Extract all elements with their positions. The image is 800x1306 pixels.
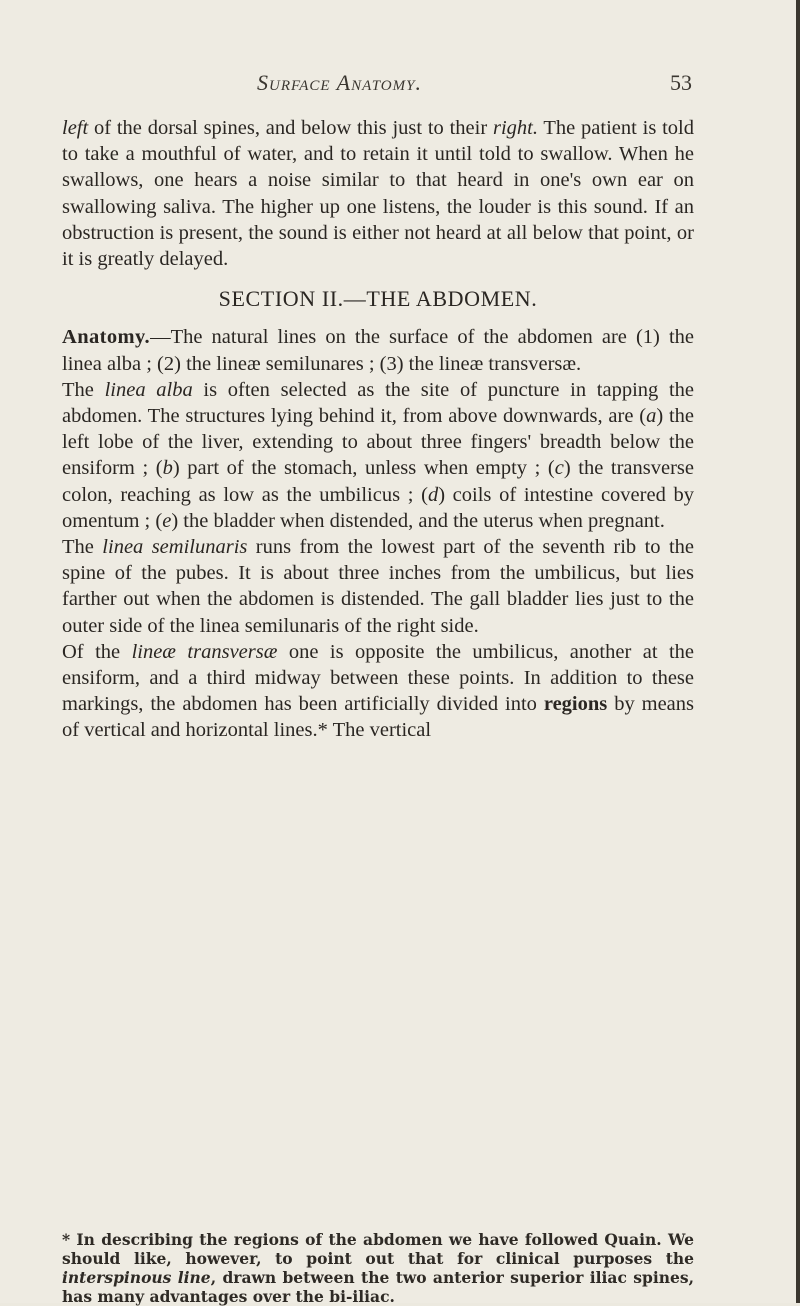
section-heading: SECTION II.—THE ABDOMEN. — [218, 286, 538, 312]
paragraph-linea-semilunaris: The linea semilunaris runs from the lowest part of the seventh rib to the spine of the pubes. It is about three inches from the umbilicus, but lies farther out when the abdomen is distended. The gall bladder lies just to the outer side of the linea semilunaris of the right side. — [62, 536, 694, 637]
paragraph-continuation: left of the dorsal spines, and below this just to their right. The patient is told to take a mouthful of water, and to retain it until told to swallow. When he swallows, one hears a noise similar to that heard in one's own ear on swallowing saliva. The higher up one listens, the louder is this sound. If an obstruction is present, the sound is either not heard at all below that point, or it is greatly delayed. — [62, 117, 694, 271]
paragraph-lead: Anatomy. — [62, 326, 151, 349]
page-header — [0, 70, 800, 100]
footnote: * In describing the regions of the abdomen we have followed Quain. We should like, however, to point out that for clinical purposes the interspinous line, drawn between the two anterior superior iliac spines, has many advantages over the bi-iliac. — [62, 1230, 694, 1306]
body-text — [62, 115, 694, 744]
running-head: Surface Anatomy. — [257, 70, 422, 95]
page-number: 53 — [670, 70, 692, 95]
page-edge-shadow — [796, 0, 800, 1303]
paragraph-anatomy: Anatomy.—The natural lines on the surface of the abdomen are (1) the linea alba ; (2) the lineæ semilunares ; (3) the lineæ transversæ. — [62, 326, 694, 375]
paragraph-lineae-transversae: Of the lineæ transversæ one is opposite the umbilicus, another at the ensiform, and a third midway between these points. In addition to these markings, the abdomen has been artificially divided into regions by means of vertical and horizontal lines.* The vertical — [62, 640, 695, 742]
paragraph-linea-alba: The linea alba is often selected as the site of puncture in tapping the abdomen. The structures lying behind it, from above downwards, are (a) the left lobe of the liver, extending to about three fingers' breadth below the ensiform ; (b) part of the stomach, unless when empty ; (c) the transverse colon, reaching as low as the umbilicus ; (d) coils of intestine covered by omentum ; (e) the bladder when distended, and the uterus when pregnant. — [62, 378, 695, 532]
